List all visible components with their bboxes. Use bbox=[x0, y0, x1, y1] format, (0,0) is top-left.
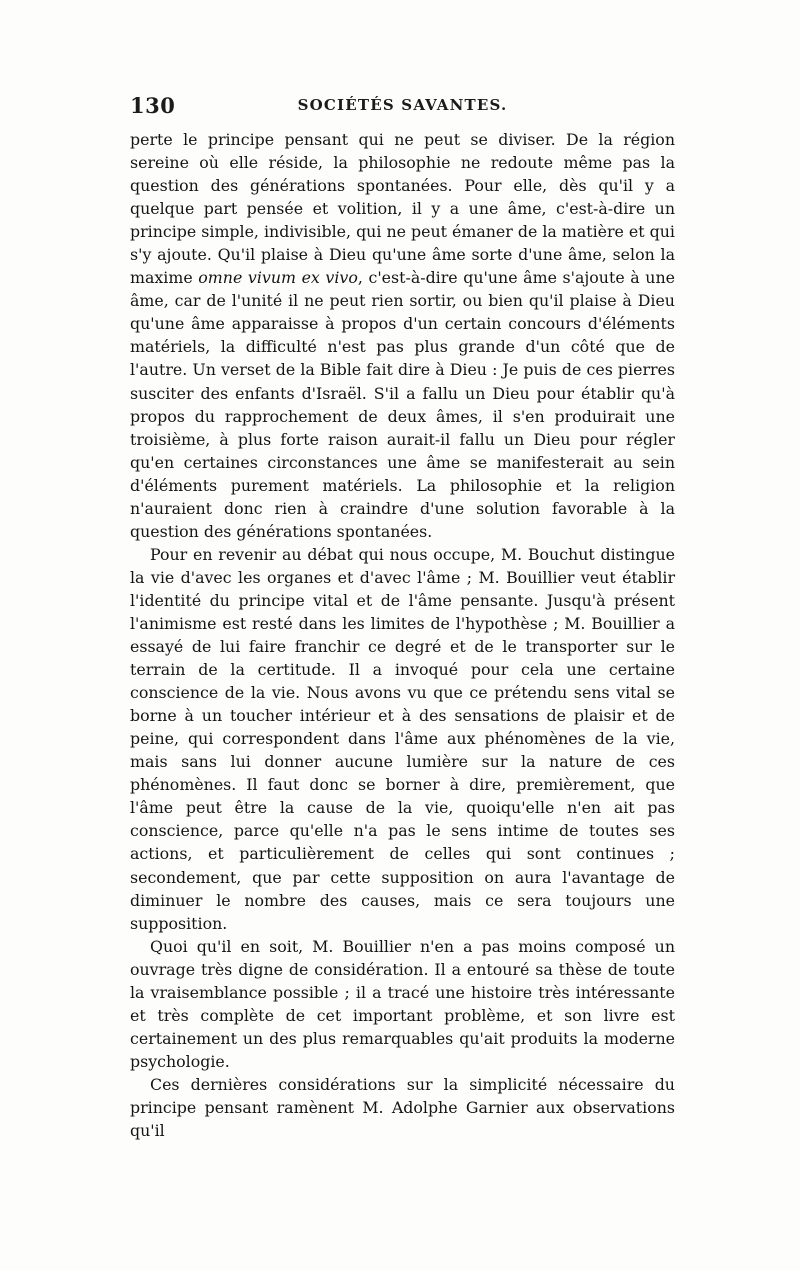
latin-maxim: omne vivum ex vivo bbox=[198, 268, 358, 288]
paragraph-1-start: perte le principe pensant qui ne peut se diviser. De la région sereine où elle réside, la philosophie ne redoute même pas la question des générations spontanées. Pour elle, dès qu'il y a quelque part pensée et volition, il y a une âme, c'est-à-dire un principe simple, indivisible, qui ne peut émaner de la matière et qui s'y ajoute. Qu'il plaise à Dieu qu'une âme sorte d'une âme, selon la maxime bbox=[130, 130, 675, 288]
page-header bbox=[130, 93, 675, 119]
page-number: 130 bbox=[130, 93, 176, 118]
running-title: SOCIÉTÉS SAVANTES. bbox=[297, 96, 508, 114]
paragraph-1-end: , c'est-à-dire qu'une âme s'ajoute à une âme, car de l'unité il ne peut rien sortir, ou bien qu'il plaise à Dieu qu'une âme apparaisse à propos d'un certain concours d'éléments matériels, la difficulté n'est pas plus grande d'un côté que de l'autre. Un verset de la Bible fait dire à Dieu : Je puis de ces pierres susciter des enfants d'Israël. S'il a fallu un Dieu pour établir qu'à propos du rapprochement de deux âmes, il s'en produirait une troisième, à plus forte raison aurait-il fallu un Dieu pour régler qu'en certaines circonstances une âme se manifesterait au sein d'éléments purement matériels. La philosophie et la religion n'auraient donc rien à craindre d'une solution favorable à la question des générations spontanées. bbox=[130, 268, 675, 541]
body-text bbox=[130, 128, 675, 1142]
paragraph-2: Pour en revenir au débat qui nous occupe, M. Bouchut distingue la vie d'avec les organes et d'avec l'âme ; M. Bouillier veut établir l'identité du principe vital et de l'âme pensante. Jusqu'à présent l'animisme est resté dans les limites de l'hypothèse ; M. Bouillier a essayé de lui faire franchir ce degré et de le transporter sur le terrain de la certitude. Il a invoqué pour cela une certaine conscience de la vie. Nous avons vu que ce prétendu sens vital se borne à un toucher intérieur et à des sensations de plaisir et de peine, qui correspondent dans l'âme aux phénomènes de la vie, mais sans lui donner aucune lumière sur la nature de ces phénomènes. Il faut donc se borner à dire, premièrement, que l'âme peut être la cause de la vie, quoiqu'elle n'en ait pas conscience, parce qu'elle n'a pas le sens intime de toutes ses actions, et particulièrement de celles qui sont continues ; secondement, que par cette supposition on aura l'avantage de diminuer le nombre des causes, mais ce sera toujours une supposition. bbox=[130, 544, 675, 933]
paragraph-3: Quoi qu'il en soit, M. Bouillier n'en a pas moins composé un ouvrage très digne de considération. Il a entouré sa thèse de toute la vraisemblance possible ; il a tracé une histoire très intéressante et très complète de cet important problème, et son livre est certainement un des plus remarquables qu'ait produits la moderne psychologie. bbox=[130, 936, 675, 1071]
paragraph-1 bbox=[130, 128, 675, 543]
paragraph-4: Ces dernières considérations sur la simplicité nécessaire du principe pensant ramènent M. Adolphe Garnier aux observations qu'il bbox=[130, 1074, 675, 1141]
